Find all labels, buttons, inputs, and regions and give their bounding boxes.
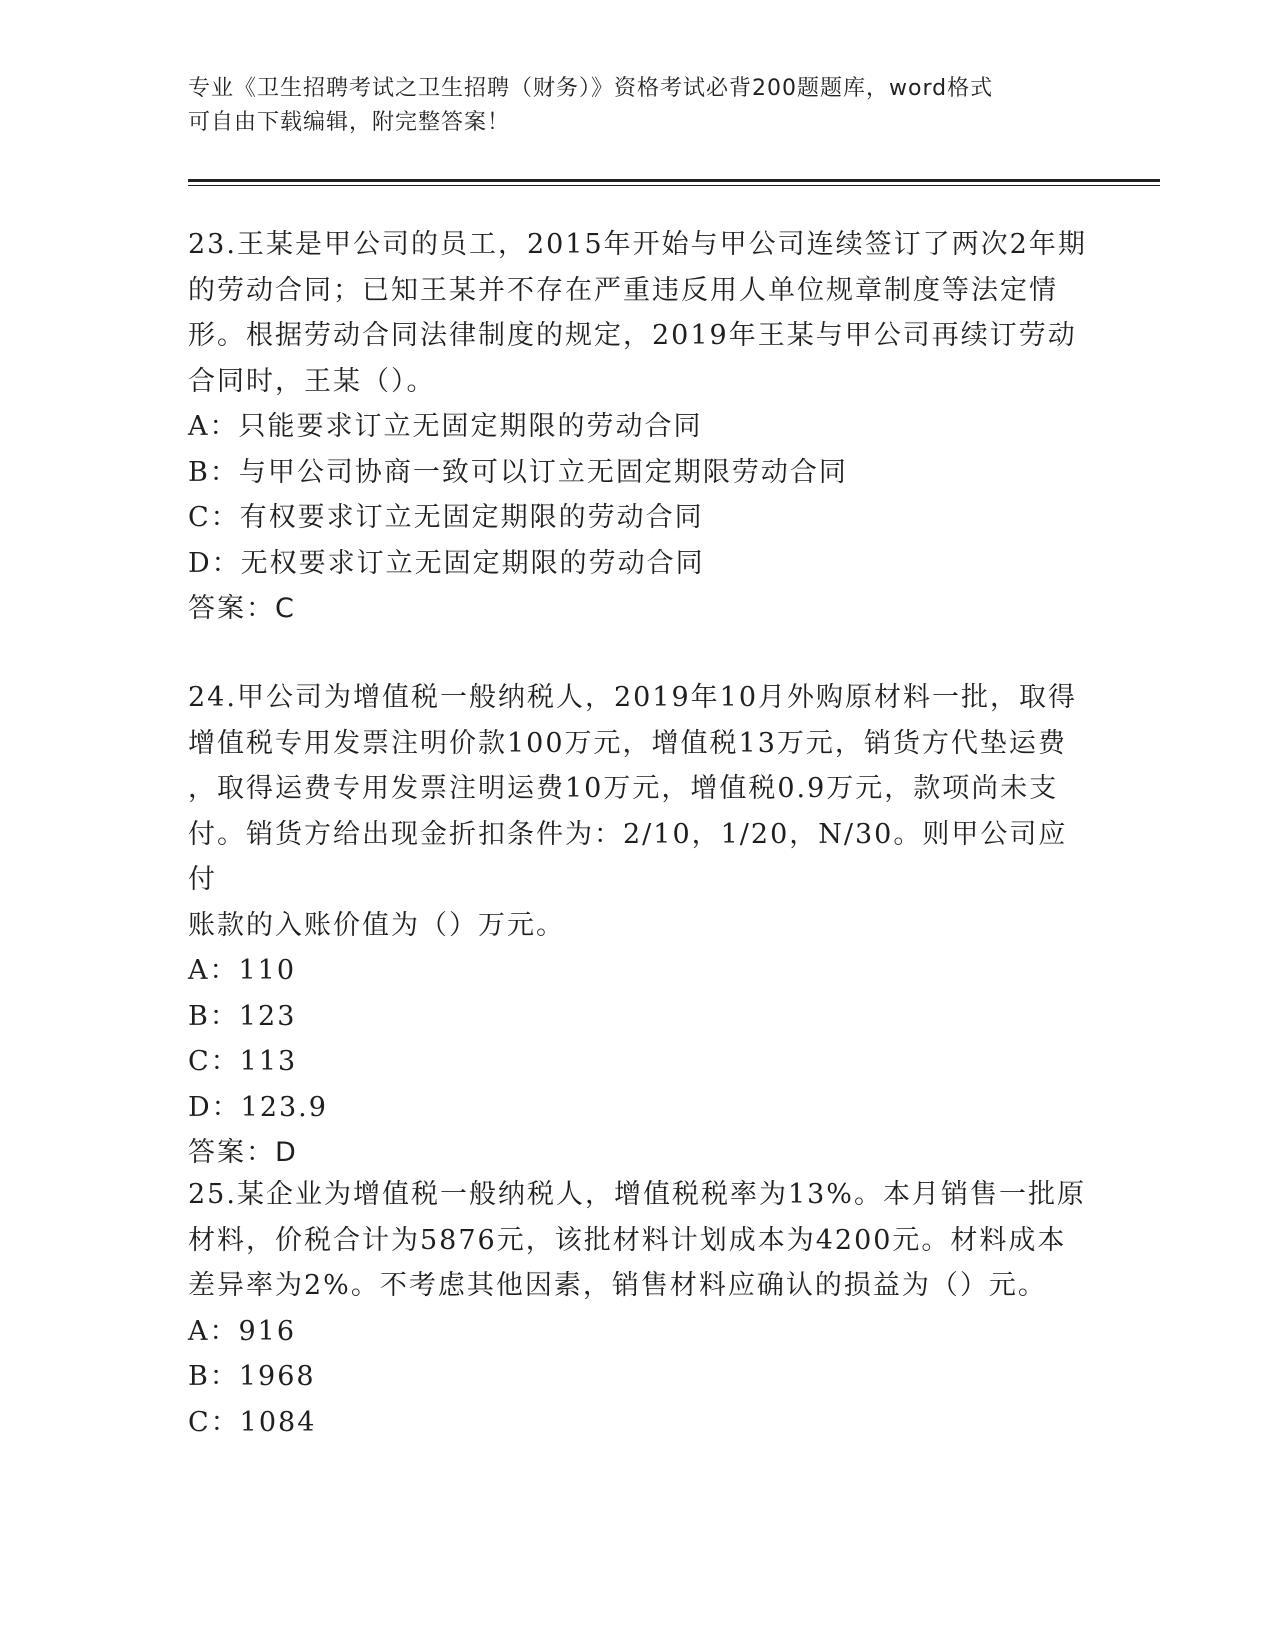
option-b: B：123	[188, 1000, 297, 1032]
header-line-2: 可自由下载编辑，附完整答案！	[188, 110, 511, 135]
question-stem-line: 25.某企业为增值税一般纳税人，增值税税率为13%。本月销售一批原	[188, 1179, 1086, 1210]
option-d: D：无权要求订立无固定期限的劳动合同	[188, 547, 705, 579]
header-rule-thin	[188, 185, 1160, 186]
question-23	[188, 222, 1088, 632]
question-stem-line: 形。根据劳动合同法律制度的规定，2019年王某与甲公司再续订劳动	[188, 320, 1077, 351]
option-b: B：1968	[188, 1361, 316, 1392]
question-stem-line: 增值税专用发票注明价款100万元，增值税13万元，销货方代垫运费	[188, 727, 1067, 759]
question-stem-line: 材料，价税合计为5876元，该批材料计划成本为4200元。材料成本	[188, 1224, 1067, 1256]
answer: 答案：D	[188, 1137, 298, 1168]
question-stem-line: 账款的入账价值为（）万元。	[188, 909, 565, 941]
header-rule-thick	[188, 179, 1160, 182]
option-c: C：有权要求订立无固定期限的劳动合同	[188, 502, 704, 533]
question-stem-line: 付。销货方给出现金折扣条件为：2/10，1/20，N/30。则甲公司应付	[188, 818, 1068, 895]
question-25	[188, 1172, 1088, 1445]
option-a: A：110	[188, 955, 297, 986]
header-line-1: 专业《卫生招聘考试之卫生招聘（财务）》资格考试必背200题题库，word格式	[188, 76, 994, 101]
option-c: C：113	[188, 1046, 298, 1077]
question-stem-line: 24.甲公司为增值税一般纳税人，2019年10月外购原材料一批，取得	[188, 682, 1078, 713]
answer: 答案：C	[188, 593, 296, 624]
document-header	[188, 72, 1088, 140]
question-stem-line: 23.王某是甲公司的员工，2015年开始与甲公司连续签订了两次2年期	[188, 229, 1087, 260]
option-d: D：123.9	[188, 1091, 328, 1123]
option-a: A：只能要求订立无固定期限的劳动合同	[188, 411, 703, 442]
option-c: C：1084	[188, 1406, 317, 1438]
question-stem-line: ，取得运费专用发票注明运费10万元，增值税0.9万元，款项尚未支	[188, 773, 1059, 804]
question-stem-line: 的劳动合同；已知王某并不存在严重违反用人单位规章制度等法定情	[188, 274, 1058, 306]
option-b: B：与甲公司协商一致可以订立无固定期限劳动合同	[188, 456, 848, 488]
question-stem-line: 差异率为2%。不考虑其他因素，销售材料应确认的损益为（）元。	[188, 1270, 1047, 1301]
question-stem-line: 合同时，王某（）。	[188, 365, 436, 397]
option-a: A：916	[188, 1315, 297, 1347]
question-24	[188, 675, 1088, 1176]
